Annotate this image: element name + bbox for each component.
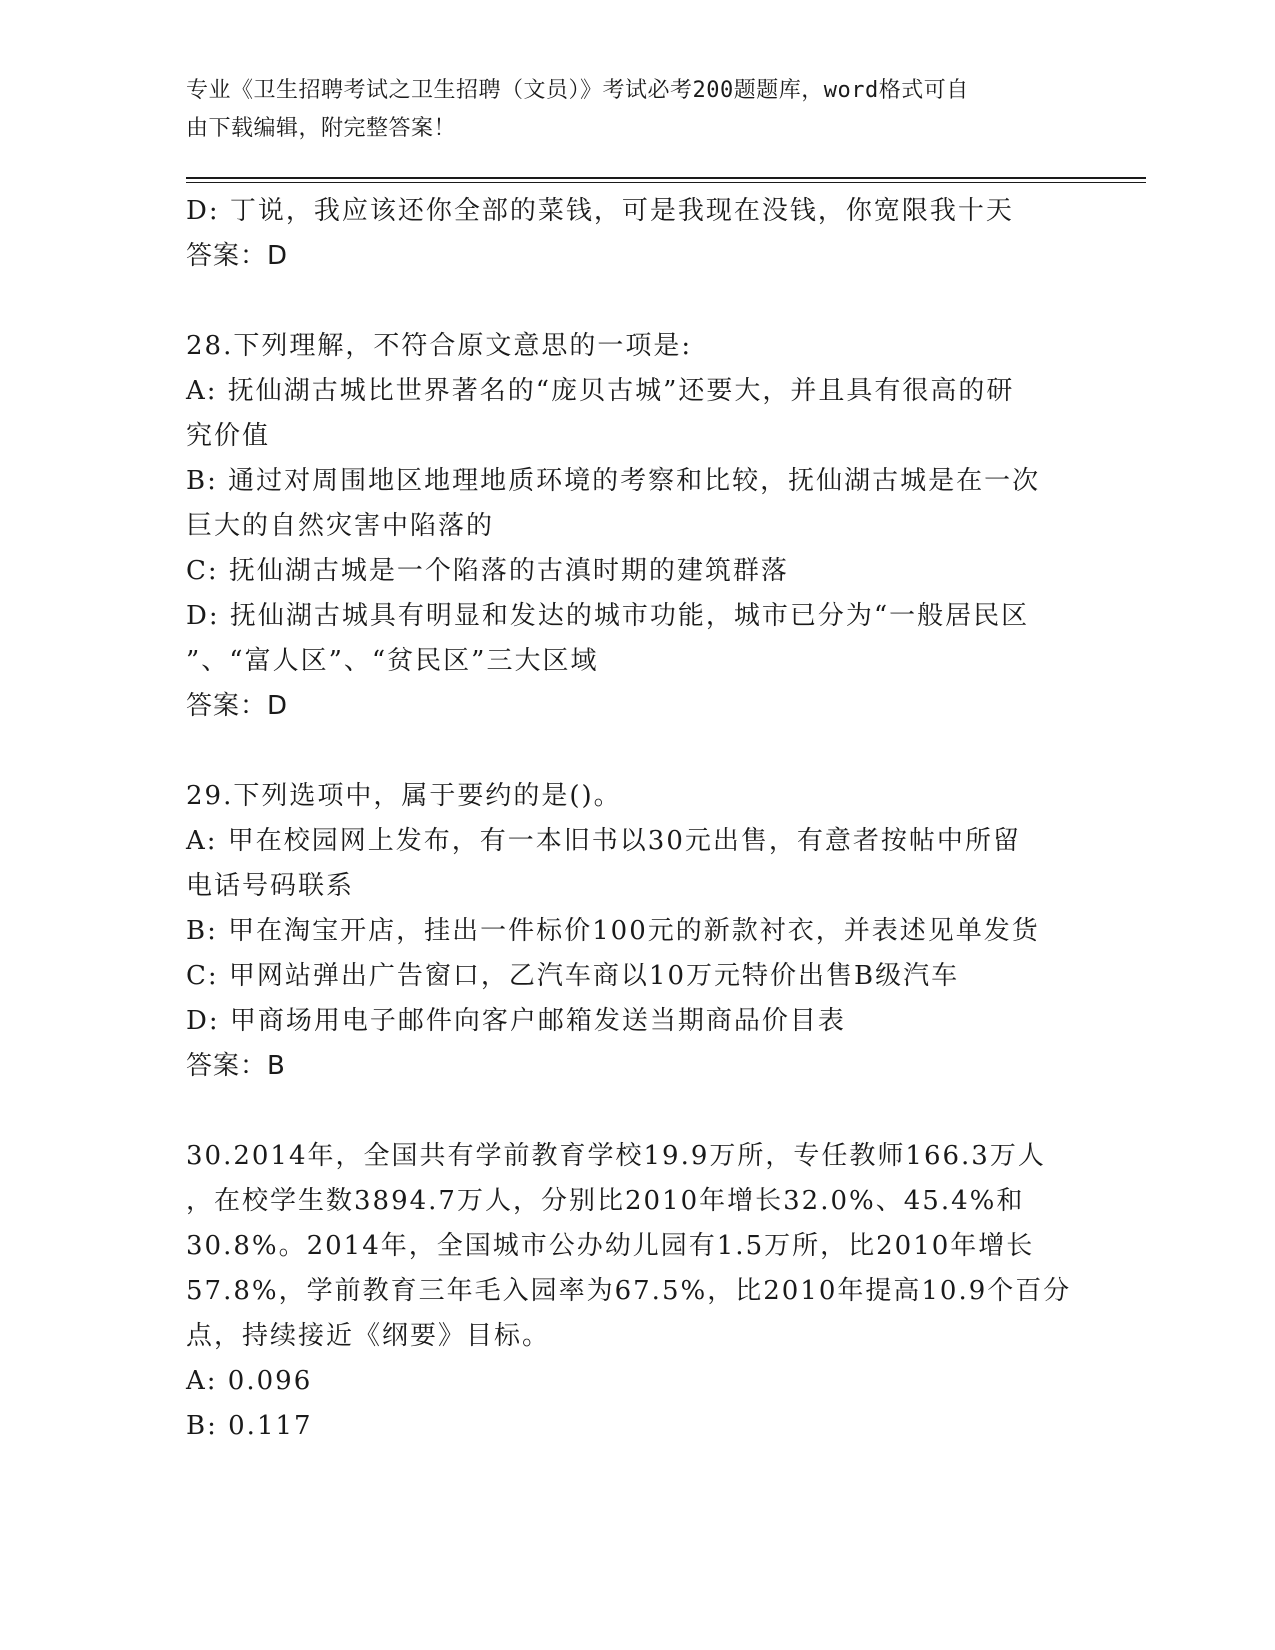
- question-stem-cont: 点，持续接近《纲要》目标。: [186, 1321, 551, 1351]
- answer-line: 答案：D: [186, 241, 289, 271]
- question-stem: 28.下列理解，不符合原文意思的一项是:: [186, 331, 693, 361]
- option-b: B: 通过对周围地区地理地质环境的考察和比较，抚仙湖古城是在一次: [186, 466, 1041, 496]
- option-d: D: 甲商场用电子邮件向客户邮箱发送当期商品价目表: [186, 1006, 846, 1036]
- option-d: D: 丁说，我应该还你全部的菜钱，可是我现在没钱，你宽限我十天: [186, 196, 1014, 226]
- option-d-cont: ”、“富人区”、“贫民区”三大区域: [186, 646, 599, 676]
- option-d: D: 抚仙湖古城具有明显和发达的城市功能，城市已分为“一般居民区: [186, 601, 1030, 631]
- question-28: [186, 324, 1066, 729]
- option-a-cont: 究价值: [186, 421, 271, 451]
- question-stem-cont: 57.8%，学前教育三年毛入园率为67.5%，比2010年提高10.9个百分: [186, 1276, 1072, 1306]
- option-a: A: 甲在校园网上发布，有一本旧书以30元出售，有意者按帖中所留: [186, 826, 1021, 856]
- option-a: A: 0.096: [186, 1366, 313, 1396]
- header-line-2: 由下载编辑，附完整答案！: [186, 116, 457, 141]
- question-30: [186, 1134, 1072, 1449]
- document-body: [186, 189, 1072, 1449]
- answer-line: 答案：B: [186, 1051, 286, 1081]
- answer-line: 答案：D: [186, 691, 289, 721]
- header-rule-thick: [186, 177, 1146, 179]
- header-rule-thin: [186, 182, 1146, 183]
- spacer: [186, 1089, 1066, 1134]
- spacer: [186, 279, 1066, 324]
- question-29: [186, 774, 1066, 1089]
- option-b-cont: 巨大的自然灾害中陷落的: [186, 511, 495, 541]
- option-c: C: 甲网站弹出广告窗口，乙汽车商以10万元特价出售B级汽车: [186, 961, 960, 991]
- header-line-1: 专业《卫生招聘考试之卫生招聘（文员）》考试必考200题题库，word格式可自: [186, 78, 969, 103]
- spacer: [186, 729, 1066, 774]
- option-a: A: 抚仙湖古城比世界著名的“庞贝古城”还要大，并且具有很高的研: [186, 376, 1015, 406]
- option-a-cont: 电话号码联系: [186, 871, 355, 901]
- question-stem-cont: 30.8%。2014年，全国城市公办幼儿园有1.5万所，比2010年增长: [186, 1231, 1035, 1261]
- question-stem-cont: ，在校学生数3894.7万人，分别比2010年增长32.0%、45.4%和: [186, 1186, 1025, 1216]
- option-b: B: 0.117: [186, 1411, 313, 1441]
- question-stem: 30.2014年，全国共有学前教育学校19.9万所，专任教师166.3万人: [186, 1141, 1046, 1171]
- option-b: B: 甲在淘宝开店，挂出一件标价100元的新款衬衣，并表述见单发货: [186, 916, 1040, 946]
- option-c: C: 抚仙湖古城是一个陷落的古滇时期的建筑群落: [186, 556, 789, 586]
- document-header: [186, 72, 1056, 148]
- question-stem: 29.下列选项中，属于要约的是()。: [186, 781, 622, 811]
- question-27-tail: [186, 189, 1066, 279]
